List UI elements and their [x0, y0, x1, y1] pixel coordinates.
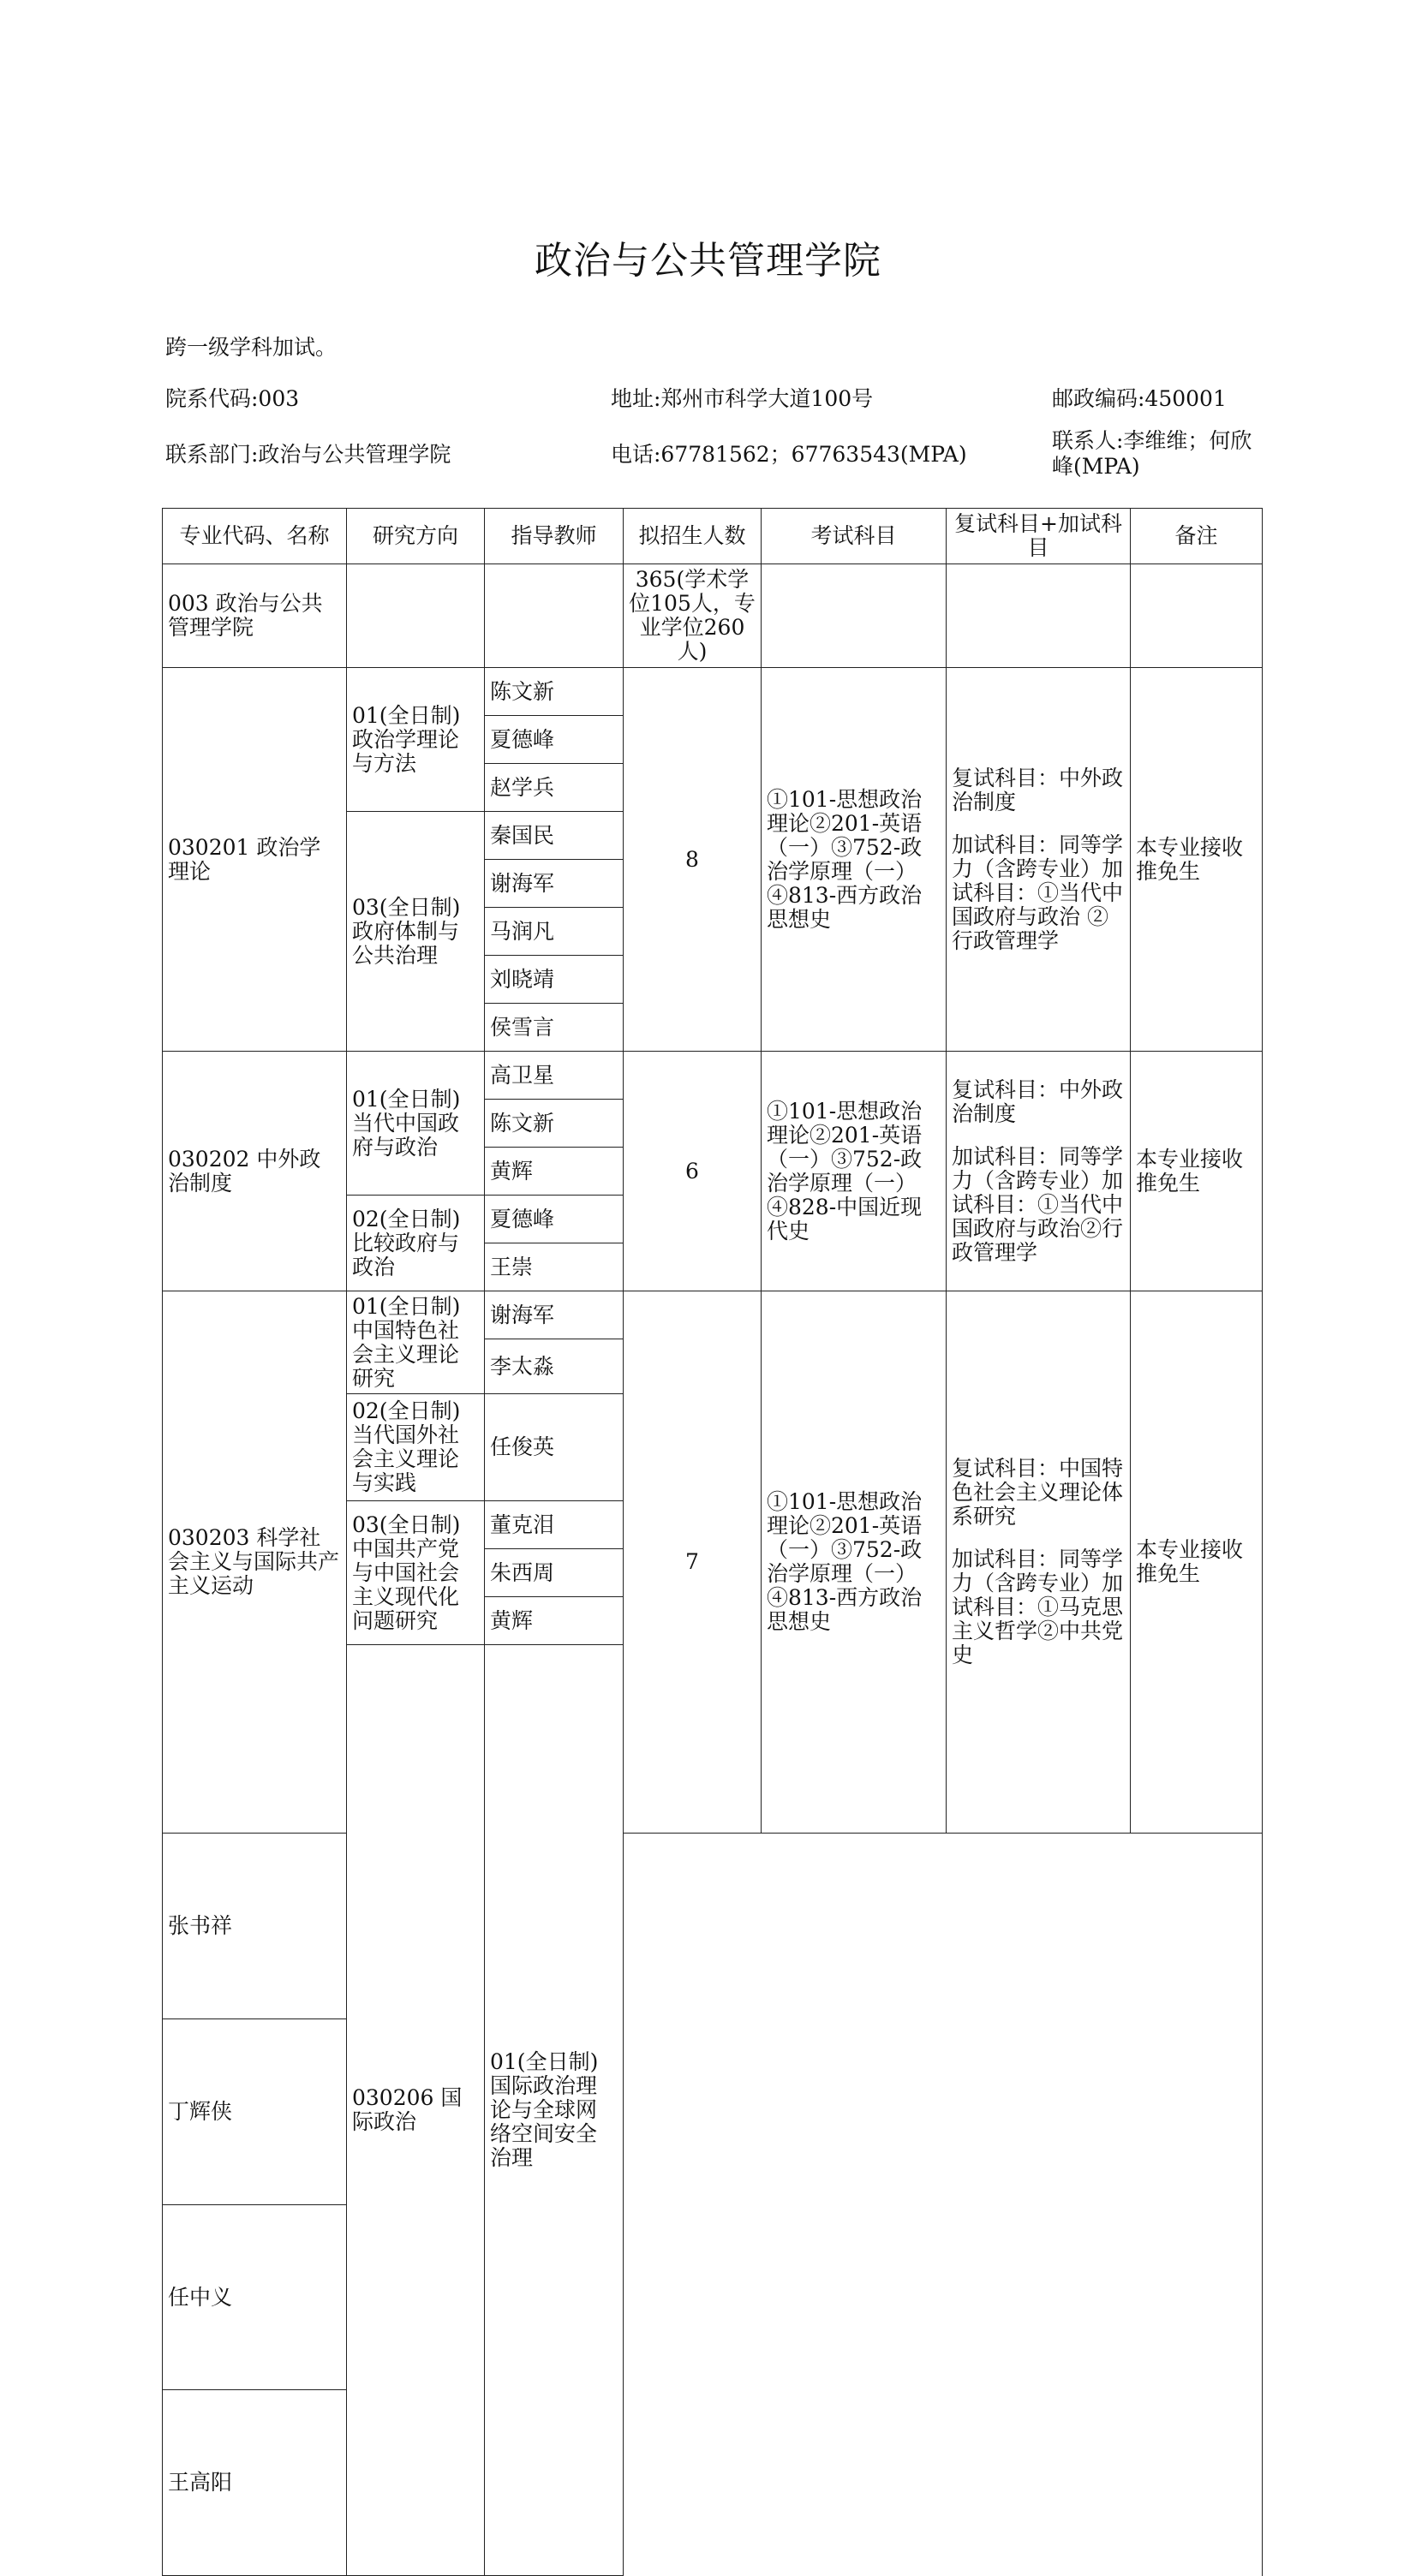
teacher-name: 任俊英	[485, 1394, 624, 1501]
table-row	[163, 2204, 1263, 2390]
contact-dept: 联系部门:政治与公共管理学院	[165, 442, 451, 467]
exam-subjects: ①101-思想政治理论②201-英语（一）③752-政治学原理（一）④828-中国近现代史	[762, 1052, 947, 1291]
retest-text: 复试科目：中外政治制度	[952, 765, 1124, 814]
retest-text: 复试科目：中国特色社会主义理论体系研究	[952, 1456, 1124, 1530]
summary-count: 365(学术学位105人，专业学位260人)	[624, 564, 762, 668]
teacher-name: 张书祥	[163, 1834, 347, 2019]
table-row	[163, 1052, 1263, 1100]
direction-name: 03(全日制)政府体制与公共治理	[347, 812, 485, 1052]
teacher-name: 黄辉	[485, 1597, 624, 1645]
direction-name: 03(全日制)中国共产党与中国社会主义现代化问题研究	[347, 1501, 485, 1645]
header-retest: 复试科目+加试科目	[947, 509, 1131, 564]
teacher-name: 赵学兵	[485, 764, 624, 812]
page-title: 政治与公共管理学院	[535, 239, 881, 283]
postcode: 邮政编码:450001	[1052, 386, 1227, 411]
empty-cell	[947, 564, 1131, 668]
note-text: 跨一级学科加试。	[165, 335, 338, 360]
table-row	[163, 668, 1263, 716]
phone: 电话:67781562；67763543(MPA)	[611, 442, 967, 467]
teacher-name: 王高阳	[163, 2390, 347, 2576]
addtest-text: 加试科目：同等学力（含跨专业）加试科目：①当代中国政府与政治 ②行政管理学	[952, 832, 1124, 953]
remark: 本专业接收推免生	[1131, 1291, 1263, 1834]
teacher-name: 马润凡	[485, 908, 624, 956]
teacher-name: 陈文新	[485, 668, 624, 716]
retest-subjects	[947, 668, 1131, 1052]
enroll-count: 8	[624, 668, 762, 1052]
address: 地址:郑州市科学大道100号	[611, 386, 874, 411]
exam-subjects: ①101-思想政治理论②201-英语（一）③752-政治学原理（一）④813-西方政治思想史	[762, 1291, 947, 1834]
direction-name: 02(全日制)比较政府与政治	[347, 1196, 485, 1291]
direction-name: 01(全日制)国际政治理论与全球网络空间安全治理	[485, 1645, 624, 2576]
exam-subjects: ①101-思想政治理论②201-英语（一）③752-政治学原理（一）④813-西方政治思想史	[762, 668, 947, 1052]
empty-cell	[485, 564, 624, 668]
table-row	[163, 1291, 1263, 1339]
empty-cell	[1131, 564, 1263, 668]
table-row	[163, 1834, 1263, 2019]
remark: 本专业接收推免生	[1131, 668, 1263, 1052]
teacher-name: 谢海军	[485, 1291, 624, 1339]
header-teacher: 指导教师	[485, 509, 624, 564]
table-row	[163, 2390, 1263, 2576]
teacher-name: 刘晓靖	[485, 956, 624, 1004]
direction-name: 02(全日制)当代国外社会主义理论与实践	[347, 1394, 485, 1501]
major-name: 030201 政治学理论	[163, 668, 347, 1052]
teacher-name: 丁辉侠	[163, 2019, 347, 2205]
direction-name: 01(全日制)中国特色社会主义理论研究	[347, 1291, 485, 1394]
header-direction: 研究方向	[347, 509, 485, 564]
teacher-name: 王崇	[485, 1243, 624, 1291]
teacher-name: 任中义	[163, 2204, 347, 2390]
header-remark: 备注	[1131, 509, 1263, 564]
teacher-name: 夏德峰	[485, 716, 624, 764]
teacher-name: 陈文新	[485, 1100, 624, 1148]
enroll-count: 7	[624, 1291, 762, 1834]
retest-text: 复试科目：中外政治制度	[952, 1076, 1124, 1126]
teacher-name: 高卫星	[485, 1052, 624, 1100]
admission-table	[162, 508, 1263, 2576]
teacher-name: 朱西周	[485, 1549, 624, 1597]
major-name: 030202 中外政治制度	[163, 1052, 347, 1291]
remark: 本专业接收推免生	[1131, 1052, 1263, 1291]
empty-cell	[762, 564, 947, 668]
header-count: 拟招生人数	[624, 509, 762, 564]
teacher-name: 秦国民	[485, 812, 624, 860]
retest-subjects	[947, 1291, 1131, 1834]
major-name: 030206 国际政治	[347, 1645, 485, 2576]
teacher-name: 谢海军	[485, 860, 624, 908]
addtest-text: 加试科目：同等学力（含跨专业）加试科目：①马克思主义哲学②中共党史	[952, 1547, 1124, 1668]
direction-name: 01(全日制)政治学理论与方法	[347, 668, 485, 812]
retest-subjects	[947, 1052, 1131, 1291]
dept-code: 院系代码:003	[165, 386, 300, 411]
contact-person: 联系人:李维维；何欣峰(MPA)	[1052, 428, 1252, 479]
teacher-name: 董克泪	[485, 1501, 624, 1549]
header-exam: 考试科目	[762, 509, 947, 564]
table-header-row	[163, 509, 1263, 564]
summary-row	[163, 564, 1263, 668]
teacher-name: 李太淼	[485, 1339, 624, 1394]
addtest-text: 加试科目：同等学力（含跨专业）加试科目：①当代中国政府与政治②行政管理学	[952, 1143, 1124, 1265]
table-row	[163, 2019, 1263, 2205]
teacher-name: 夏德峰	[485, 1196, 624, 1243]
direction-name: 01(全日制)当代中国政府与政治	[347, 1052, 485, 1196]
empty-cell	[347, 564, 485, 668]
summary-name: 003 政治与公共管理学院	[163, 564, 347, 668]
teacher-name: 黄辉	[485, 1148, 624, 1196]
header-major: 专业代码、名称	[163, 509, 347, 564]
enroll-count: 6	[624, 1052, 762, 1291]
teacher-name: 侯雪言	[485, 1004, 624, 1052]
major-name: 030203 科学社会主义与国际共产主义运动	[163, 1291, 347, 1834]
